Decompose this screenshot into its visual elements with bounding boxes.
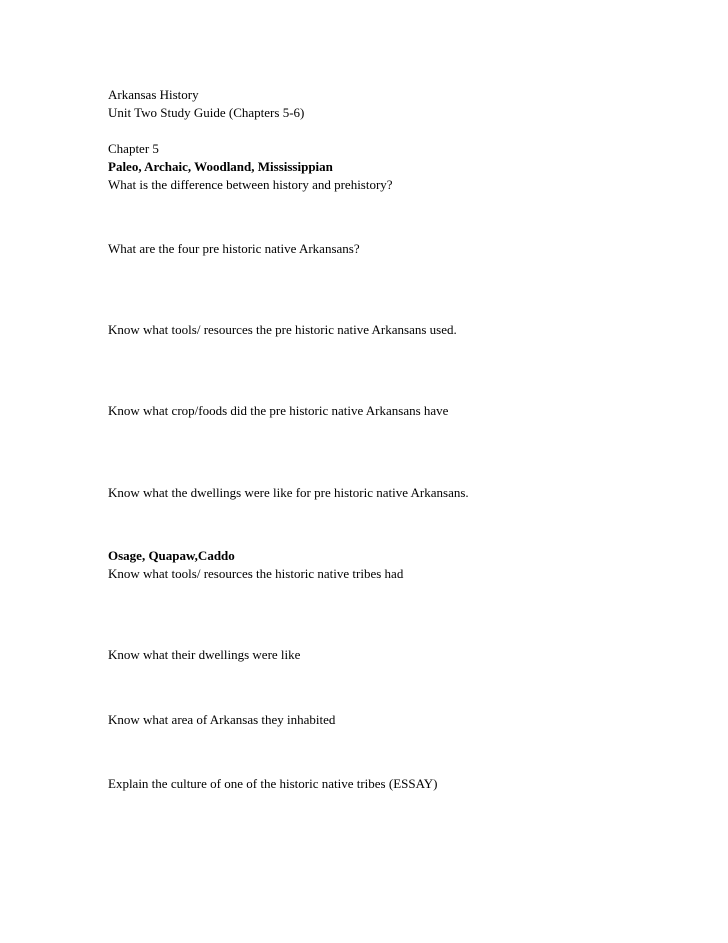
question-prehistoric-crops: Know what crop/foods did the pre historic native Arkansans have [108, 403, 449, 418]
chapter-label: Chapter 5 [108, 141, 159, 156]
historic-tribes-heading: Osage, Quapaw,Caddo [108, 548, 235, 563]
question-prehistoric-tools: Know what tools/ resources the pre historic native Arkansans used. [108, 322, 457, 337]
question-area-inhabited: Know what area of Arkansas they inhabited [108, 712, 336, 727]
course-title: Arkansas History [108, 87, 199, 102]
question-historic-tools: Know what tools/ resources the historic native tribes had [108, 566, 404, 581]
question-historic-dwellings: Know what their dwellings were like [108, 647, 301, 662]
question-history-vs-prehistory: What is the difference between history and prehistory? [108, 177, 393, 192]
essay-question-culture: Explain the culture of one of the historic native tribes (ESSAY) [108, 776, 438, 791]
question-four-prehistoric-natives: What are the four pre historic native Arkansans? [108, 241, 360, 256]
prehistoric-section-heading: Paleo, Archaic, Woodland, Mississippian [108, 159, 333, 174]
question-prehistoric-dwellings: Know what the dwellings were like for pre historic native Arkansans. [108, 485, 469, 500]
study-guide-title: Unit Two Study Guide (Chapters 5-6) [108, 105, 305, 120]
